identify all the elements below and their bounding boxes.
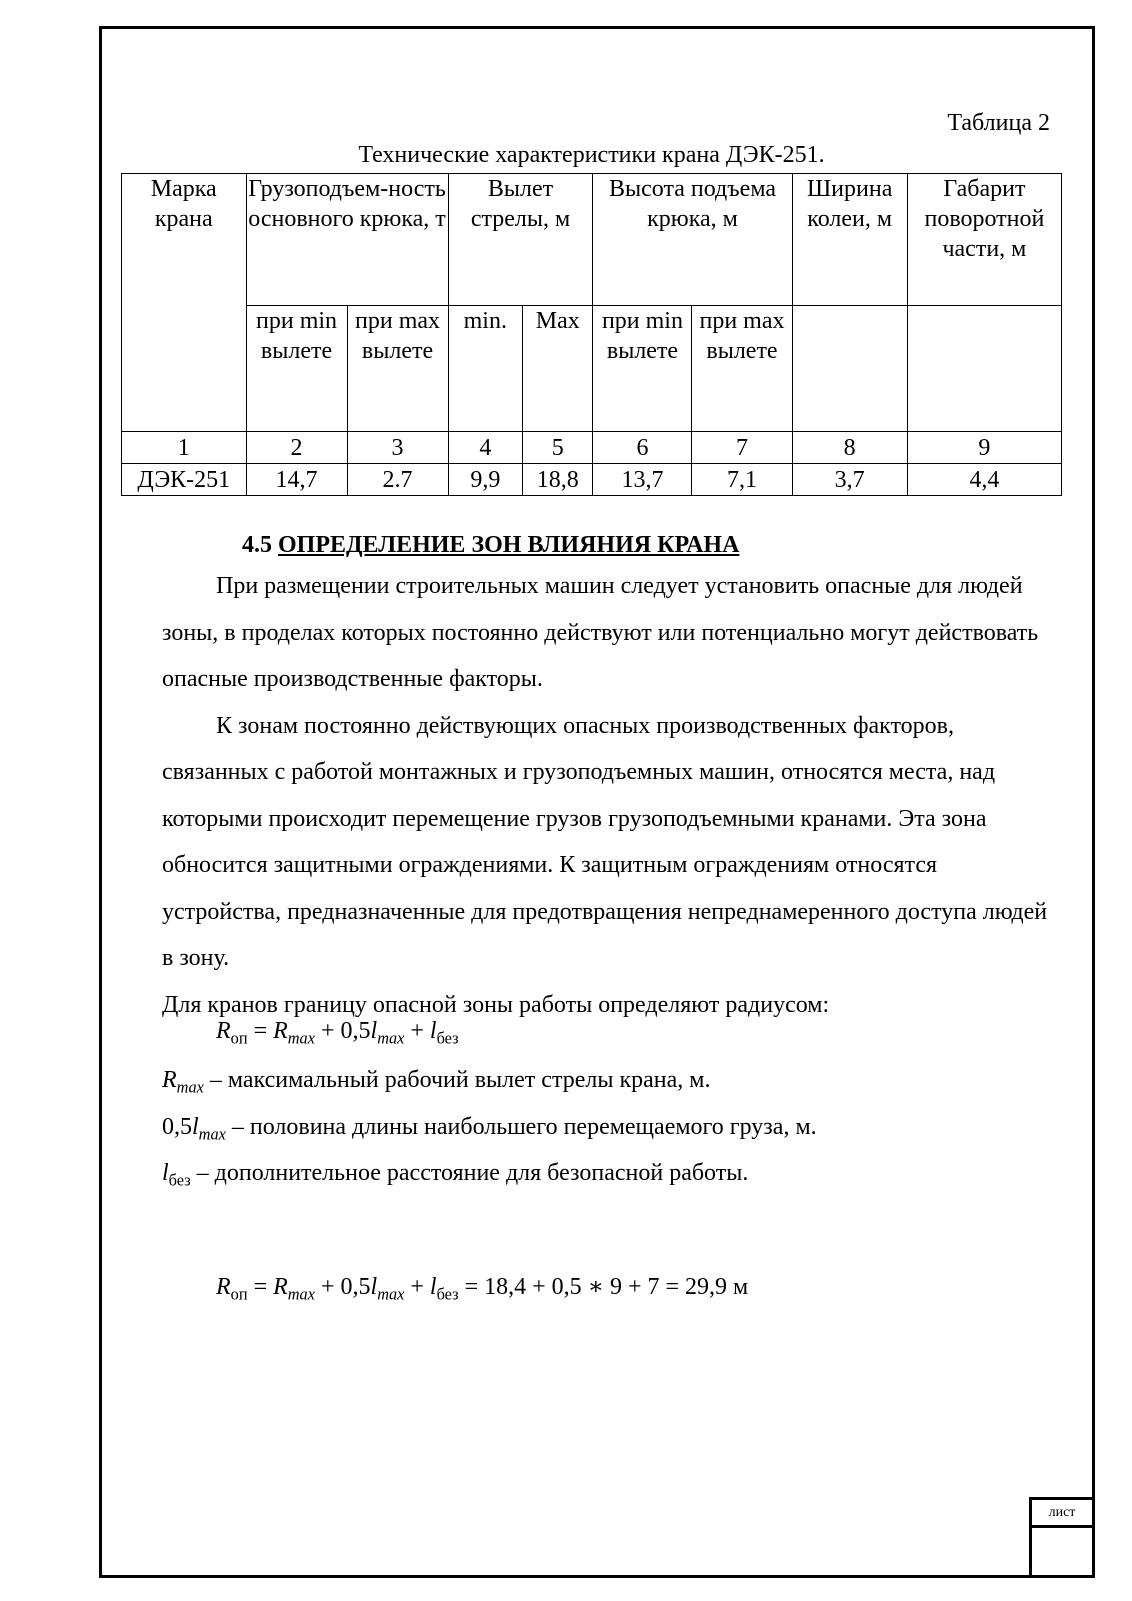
subheader-cap-min: при min вылете — [246, 306, 347, 432]
table-cell: ДЭК-251 — [122, 464, 247, 496]
definition-lmax: $0,5l_{max}$ – половина длины наибольшего перемещаемого груза, м. — [162, 1113, 817, 1144]
column-number: 5 — [523, 432, 593, 464]
subheader-empty — [792, 306, 907, 432]
column-number: 2 — [246, 432, 347, 464]
table-cell: 13,7 — [593, 464, 692, 496]
section-title: ОПРЕДЕЛЕНИЕ ЗОН ВЛИЯНИЯ КРАНА — [278, 532, 740, 558]
column-number: 4 — [448, 432, 523, 464]
subheader-height-min: при min вылете — [593, 306, 692, 432]
column-number: 8 — [792, 432, 907, 464]
header-brand: Марка крана — [122, 174, 247, 432]
header-reach: Вылет стрелы, м — [448, 174, 593, 306]
table-cell: 9,9 — [448, 464, 523, 496]
specs-table — [121, 173, 1062, 496]
body-text — [162, 563, 1062, 1028]
table-caption: Технические характеристики крана ДЭК-251. — [358, 142, 825, 168]
table-cell: 14,7 — [246, 464, 347, 496]
section-heading — [242, 532, 739, 559]
column-number: 6 — [593, 432, 692, 464]
column-number: 1 — [122, 432, 247, 464]
table-cell: 7,1 — [692, 464, 792, 496]
subheader-empty — [907, 306, 1061, 432]
paragraph-3: Для кранов границу опасной зоны работы определяют радиусом: — [162, 991, 830, 1018]
table-cell: 3,7 — [792, 464, 907, 496]
formula-main: $R_{оп} = R_{max} + 0,5l_{max} + l_{без}$ — [216, 1018, 459, 1048]
formula-calculation: $R_{оп} = R_{max} + 0,5l_{max} + l_{без} = 18,4 + 0,5$ ∗ 9 + 7 = 29,9 м — [216, 1274, 749, 1304]
paragraph-1: При размещении строительных машин следует установить опасные для людей зоны, в проделах которых постоянно действуют или потенциально могут действовать опасные производственные факторы. — [162, 573, 1039, 692]
definition-lbez: $l_{без}$ – дополнительное расстояние для безопасной работы. — [162, 1160, 749, 1190]
subheader-reach-min: min. — [448, 306, 523, 432]
subheader-reach-max: Max — [523, 306, 593, 432]
sheet-label: лист — [1032, 1500, 1092, 1528]
table-cell: 18,8 — [523, 464, 593, 496]
table-cell: 4,4 — [907, 464, 1061, 496]
header-capacity: Грузоподъем-ность основного крюка, т — [246, 174, 448, 306]
column-number: 3 — [347, 432, 448, 464]
paragraph-2: К зонам постоянно действующих опасных производственных факторов, связанных с работой монтажных и грузоподъемных машин, относятся места, над которыми происходит перемещение грузов грузоподъемными кранами. Эта зона обносится защитными ограждениями. К защитным ограждениям относятся устройства, предназначенные для предотвращения непреднамеренного доступа людей в зону. — [162, 712, 1048, 971]
table-number: Таблица 2 — [947, 110, 1050, 136]
column-number: 9 — [907, 432, 1061, 464]
definitions — [162, 1057, 1062, 1197]
section-number: 4.5 — [242, 532, 272, 558]
header-track: Ширина колеи, м — [792, 174, 907, 306]
header-height: Высота подъема крюка, м — [593, 174, 792, 306]
header-dims: Габарит поворотной части, м — [907, 174, 1061, 306]
subheader-cap-max: при max вылете — [347, 306, 448, 432]
table-cell: 2.7 — [347, 464, 448, 496]
column-number: 7 — [692, 432, 792, 464]
sheet-stamp — [1029, 1497, 1095, 1578]
subheader-height-max: при max вылете — [692, 306, 792, 432]
definition-rmax: $R_{max}$ – максимальный рабочий вылет стрелы крана, м. — [162, 1067, 711, 1097]
